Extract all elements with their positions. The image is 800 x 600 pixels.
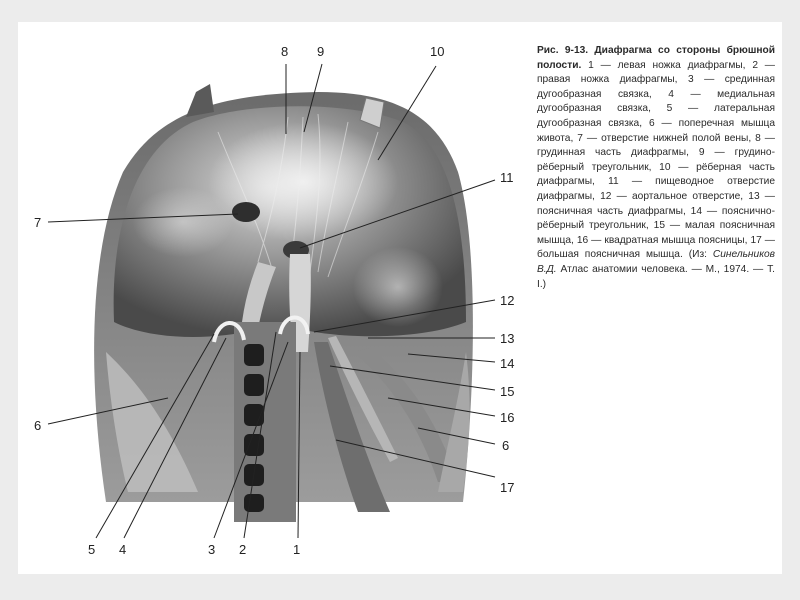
label-11: 11 [500,170,514,185]
label-17: 17 [500,480,515,495]
diaphragm-illustration [18,22,538,574]
label-6-right: 6 [502,438,510,453]
label-7: 7 [34,215,42,230]
document-page [18,22,782,574]
label-2: 2 [239,542,247,557]
vertebra [244,344,264,366]
label-4: 4 [119,542,127,557]
label-8: 8 [281,44,289,59]
vertebra [244,374,264,396]
label-3: 3 [208,542,216,557]
figure-caption [537,44,775,292]
caption-title: Рис. 9-13. Диафрагма со стороны брюшной полости. [537,45,775,71]
label-16: 16 [500,410,515,425]
caption-source: Атлас анатомии человека. — М., 1974. — Т. I.) [537,263,775,290]
caption-body: 1 — левая ножка диафрагмы, 2 — правая ножка диафрагмы, 3 — срединная дугообразная связка, 4 — медиальная дугообразная связка, 5 — латеральная дугообразная связка, 6 — поперечная мышца живота, 7 — отверстие нижней полой вены, 8 — грудинная часть диафрагмы, 9 — грудино-рёберный треугольник, 10 — рёберная часть диафрагмы, 11 — пищеводное отверстие диафрагмы, 12 — аортальное отверстие, 13 — поясничная часть диафрагмы, 14 — пояснично-рёберный треугольник, 15 — малая поясничная мышца, 16 — квадратная мышца поясницы, 17 — большая поясничная мышца. (Из: [537,59,775,261]
label-15: 15 [500,384,515,399]
ivc-foramen [232,202,260,222]
label-5: 5 [88,542,96,557]
label-10: 10 [430,44,445,59]
vertebra [244,404,264,426]
vertebra [244,434,264,456]
rib-stump-left [186,84,214,117]
label-12: 12 [500,293,515,308]
label-14: 14 [500,356,515,371]
vertebra [244,494,264,512]
label-13: 13 [500,331,515,346]
label-6-left: 6 [34,418,42,433]
caption-author: Синельников В.Д. [537,249,775,275]
label-1: 1 [293,542,301,557]
label-9: 9 [317,44,325,59]
